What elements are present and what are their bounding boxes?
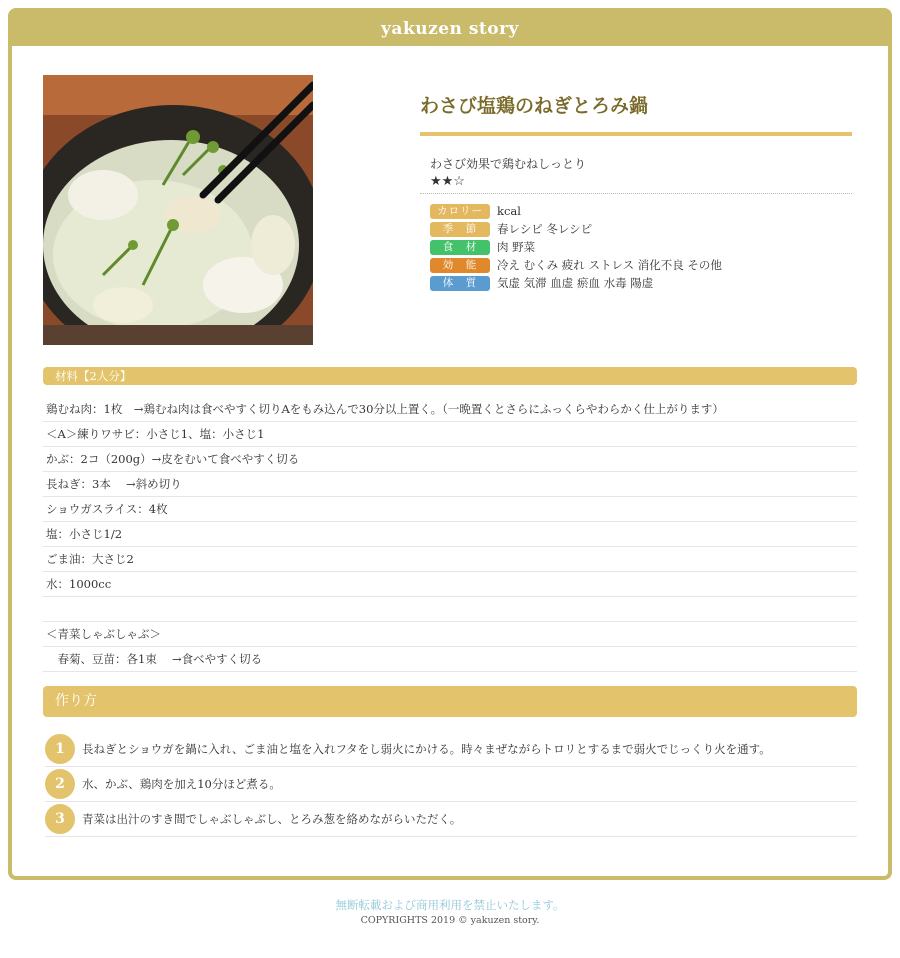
ingredients-heading: 材料【2人分】 xyxy=(43,367,857,385)
recipe-card xyxy=(8,8,892,880)
ingredient-item: 鶏むね肉：1枚 →鶏むね肉は食べやすく切りAをもみ込んで30分以上置く。（一晩置くとさらにふっくらやわらかく仕上がります） xyxy=(43,397,857,422)
page-footer xyxy=(0,896,900,928)
ingredient-item: 水：1000cc xyxy=(43,572,857,597)
title-divider xyxy=(420,132,852,136)
recipe-photo-image xyxy=(43,75,313,345)
site-title[interactable]: yakuzen story xyxy=(381,19,519,39)
ingredient-item: ごま油：大さじ2 xyxy=(43,547,857,572)
copyright-line: COPYRIGHTS 2019 © yakuzen story. xyxy=(360,915,540,926)
constitution-label: 体 質 xyxy=(430,276,490,291)
method-step xyxy=(45,732,857,767)
ingredient-type-value[interactable]: 肉 野菜 xyxy=(497,240,536,254)
ingredient-item: ＜A＞練りワサビ：小さじ1、塩：小さじ1 xyxy=(43,422,857,447)
ingredient-item: 春菊、豆苗：各1束 →食べやすく切る xyxy=(43,647,857,672)
tag-row-season xyxy=(420,220,852,238)
step-text: 長ねぎとショウガを鍋に入れ、ごま油と塩を入れフタをし弱火にかける。時々まぜながらトロリとするまで弱火でじっくり火を通す。 xyxy=(82,742,771,756)
method-heading: 作り方 xyxy=(43,686,857,717)
method-steps xyxy=(45,732,857,837)
recipe-info xyxy=(420,92,852,292)
ingredient-item xyxy=(43,597,857,622)
step-number-badge: 3 xyxy=(45,804,75,834)
calorie-label: カロリー xyxy=(430,204,490,219)
method-step xyxy=(45,802,857,837)
step-number-badge: 1 xyxy=(45,734,75,764)
site-header xyxy=(12,12,888,46)
recipe-photo xyxy=(43,75,313,345)
tag-row-ingredient xyxy=(420,238,852,256)
ingredient-item: 塩：小さじ1/2 xyxy=(43,522,857,547)
ingredient-item: かぶ：2コ（200g）→皮をむいて食べやすく切る xyxy=(43,447,857,472)
step-text: 青菜は出汁のすき間でしゃぶしゃぶし、とろみ葱を絡めながらいただく。 xyxy=(82,812,462,826)
ingredient-item: ＜青菜しゃぶしゃぶ＞ xyxy=(43,622,857,647)
calorie-value: kcal xyxy=(497,204,521,218)
tag-row-effect xyxy=(420,256,852,274)
step-number-badge: 2 xyxy=(45,769,75,799)
effect-label: 効 能 xyxy=(430,258,490,273)
constitution-value[interactable]: 気虚 気滞 血虚 瘀血 水毒 陽虚 xyxy=(497,276,654,290)
method-step xyxy=(45,767,857,802)
recipe-rating: ★★☆ xyxy=(420,173,852,194)
step-text: 水、かぶ、鶏肉を加え10分ほど煮る。 xyxy=(82,777,281,791)
ingredients-list xyxy=(43,397,857,672)
ingredient-item: ショウガスライス：4枚 xyxy=(43,497,857,522)
effect-value[interactable]: 冷え むくみ 疲れ ストレス 消化不良 その他 xyxy=(497,258,722,272)
recipe-catchcopy: わさび効果で鶏むねしっとり xyxy=(430,157,587,171)
recipe-title: わさび塩鶏のねぎとろみ鍋 xyxy=(420,95,649,117)
season-value[interactable]: 春レシピ 冬レシピ xyxy=(497,222,593,236)
tag-row-constitution xyxy=(420,274,852,292)
tag-row-calorie xyxy=(420,202,852,220)
season-label: 季 節 xyxy=(430,222,490,237)
ingredient-type-label: 食 材 xyxy=(430,240,490,255)
copyright-notice: 無断転載および商用利用を禁止いたします。 xyxy=(335,898,565,912)
ingredient-item: 長ねぎ：3本 →斜め切り xyxy=(43,472,857,497)
